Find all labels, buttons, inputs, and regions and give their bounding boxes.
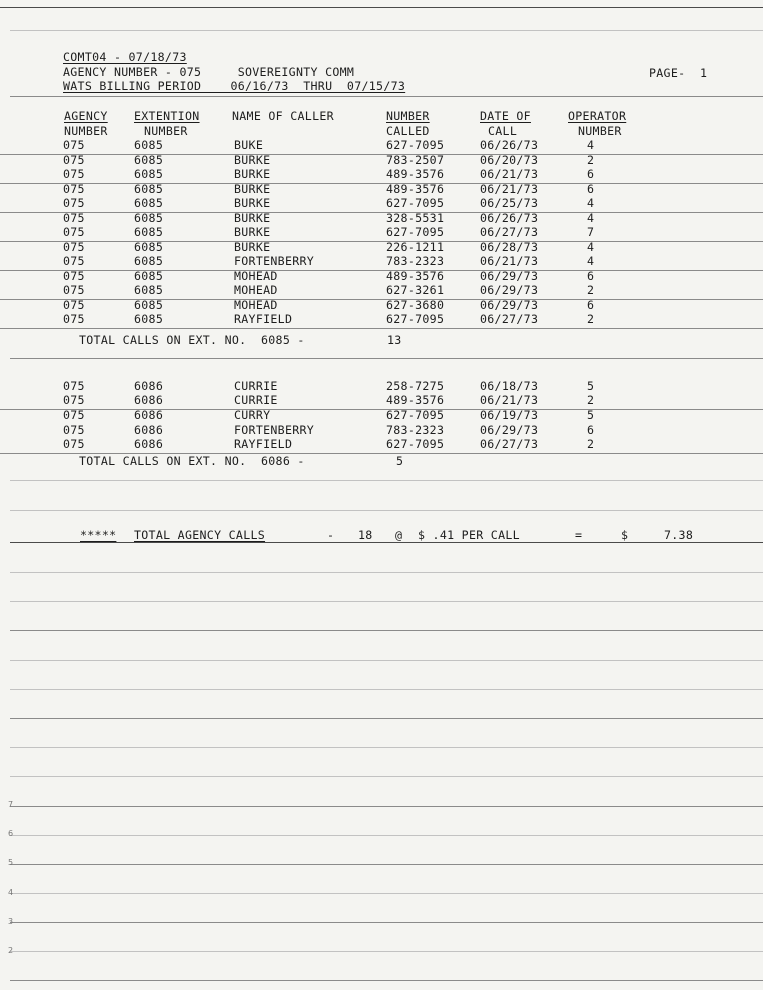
margin-mark: 4 [8, 888, 14, 897]
table-row [0, 438, 763, 454]
extension-total-count: 13 [387, 333, 402, 347]
rule [10, 980, 763, 981]
number-called-cell: 258-7275 [386, 379, 445, 393]
total-agency-calls-count: 18 [358, 528, 373, 542]
number-called-cell: 783-2323 [386, 423, 445, 437]
extension-cell: 6085 [134, 240, 164, 254]
rule [10, 689, 763, 690]
caller-cell: CURRIE [234, 393, 278, 407]
table-row [0, 168, 763, 184]
table-row [0, 255, 763, 271]
table-row [0, 394, 763, 410]
operator-cell: 4 [587, 196, 595, 210]
operator-cell: 2 [587, 153, 595, 167]
rule [10, 747, 763, 748]
margin-mark: 5 [8, 858, 14, 867]
date-cell: 06/21/73 [480, 167, 539, 181]
col-called-top: NUMBER [386, 109, 430, 123]
operator-cell: 6 [587, 167, 595, 181]
number-called-cell: 627-7095 [386, 312, 445, 326]
margin-mark: 7 [8, 800, 14, 809]
agency-cell: 075 [63, 379, 85, 393]
number-called-cell: 627-3680 [386, 298, 445, 312]
extension-cell: 6085 [134, 298, 164, 312]
rule [10, 835, 763, 836]
rule [10, 776, 763, 777]
date-cell: 06/21/73 [480, 254, 539, 268]
date-cell: 06/29/73 [480, 269, 539, 283]
operator-cell: 4 [587, 138, 595, 152]
number-called-cell: 627-7095 [386, 408, 445, 422]
per-call-rate: $ .41 PER CALL [418, 528, 520, 542]
date-cell: 06/21/73 [480, 393, 539, 407]
total-amount: 7.38 [664, 528, 694, 542]
report-id-line: COMT04 - 07/18/73 [63, 50, 187, 64]
caller-cell: MOHEAD [234, 269, 278, 283]
extension-cell: 6085 [134, 225, 164, 239]
operator-cell: 2 [587, 283, 595, 297]
date-cell: 06/21/73 [480, 182, 539, 196]
col-agency-bottom: NUMBER [64, 124, 108, 138]
agency-cell: 075 [63, 423, 85, 437]
extension-cell: 6085 [134, 153, 164, 167]
extension-cell: 6086 [134, 423, 164, 437]
extension-cell: 6086 [134, 408, 164, 422]
table-row [0, 424, 763, 439]
number-called-cell: 627-7095 [386, 138, 445, 152]
agency-cell: 075 [63, 437, 85, 451]
caller-cell: BUKE [234, 138, 264, 152]
extension-cell: 6085 [134, 269, 164, 283]
margin-mark: 6 [8, 829, 14, 838]
extension-cell: 6085 [134, 254, 164, 268]
agency-cell: 075 [63, 312, 85, 326]
table-row [0, 409, 763, 424]
col-called-bottom: CALLED [386, 124, 430, 138]
operator-cell: 2 [587, 437, 595, 451]
extension-cell: 6085 [134, 211, 164, 225]
table-row [0, 139, 763, 155]
table-row [0, 226, 763, 242]
number-called-cell: 627-7095 [386, 196, 445, 210]
agency-cell: 075 [63, 182, 85, 196]
total-agency-calls-label: TOTAL AGENCY CALLS [134, 528, 266, 542]
margin-mark: 3 [8, 917, 14, 926]
table-row [0, 241, 763, 256]
table-row [0, 270, 763, 285]
number-called-cell: 489-3576 [386, 182, 445, 196]
rule [10, 864, 763, 865]
currency-symbol: $ [621, 528, 629, 542]
caller-cell: BURKE [234, 196, 271, 210]
operator-cell: 4 [587, 211, 595, 225]
date-cell: 06/28/73 [480, 240, 539, 254]
margin-mark: 2 [8, 946, 14, 955]
caller-cell: FORTENBERRY [234, 423, 315, 437]
caller-cell: MOHEAD [234, 283, 278, 297]
agency-cell: 075 [63, 196, 85, 210]
date-cell: 06/18/73 [480, 379, 539, 393]
date-cell: 06/29/73 [480, 298, 539, 312]
operator-cell: 4 [587, 240, 595, 254]
top-rule [0, 7, 763, 8]
agency-cell: 075 [63, 240, 85, 254]
rule [10, 922, 763, 923]
operator-cell: 2 [587, 312, 595, 326]
total-dash: - [327, 528, 335, 542]
col-operator-bottom: NUMBER [578, 124, 622, 138]
rule [10, 893, 763, 894]
rule [10, 572, 763, 573]
caller-cell: CURRIE [234, 379, 278, 393]
agency-cell: 075 [63, 283, 85, 297]
extension-cell: 6085 [134, 138, 164, 152]
rule [10, 358, 763, 359]
col-operator-top: OPERATOR [568, 109, 627, 123]
table-row [0, 313, 763, 329]
extension-total-label: TOTAL CALLS ON EXT. NO. 6086 - [79, 454, 305, 468]
extension-total-count: 5 [396, 454, 404, 468]
extension-cell: 6085 [134, 283, 164, 297]
date-cell: 06/26/73 [480, 138, 539, 152]
extension-cell: 6085 [134, 182, 164, 196]
operator-cell: 2 [587, 393, 595, 407]
date-cell: 06/25/73 [480, 196, 539, 210]
caller-cell: RAYFIELD [234, 437, 293, 451]
agency-cell: 075 [63, 298, 85, 312]
rule [10, 510, 763, 511]
date-cell: 06/27/73 [480, 225, 539, 239]
col-date-bottom: CALL [488, 124, 518, 138]
operator-cell: 6 [587, 269, 595, 283]
rule [10, 542, 763, 543]
table-row [0, 154, 763, 169]
table-row [0, 183, 763, 198]
extension-cell: 6085 [134, 167, 164, 181]
agency-cell: 075 [63, 269, 85, 283]
caller-cell: BURKE [234, 211, 271, 225]
col-agency-top: AGENCY [64, 109, 108, 123]
number-called-cell: 627-7095 [386, 225, 445, 239]
date-cell: 06/29/73 [480, 283, 539, 297]
rule [10, 96, 763, 97]
number-called-cell: 489-3576 [386, 167, 445, 181]
caller-cell: BURKE [234, 240, 271, 254]
number-called-cell: 783-2323 [386, 254, 445, 268]
extension-cell: 6086 [134, 437, 164, 451]
number-called-cell: 489-3576 [386, 269, 445, 283]
rule [10, 718, 763, 719]
date-cell: 06/29/73 [480, 423, 539, 437]
rule [10, 30, 763, 31]
date-cell: 06/19/73 [480, 408, 539, 422]
date-cell: 06/26/73 [480, 211, 539, 225]
caller-cell: CURRY [234, 408, 271, 422]
rule [10, 480, 763, 481]
table-row [0, 380, 763, 395]
operator-cell: 6 [587, 423, 595, 437]
rule [10, 806, 763, 807]
extension-cell: 6086 [134, 379, 164, 393]
col-ext-bottom: NUMBER [144, 124, 188, 138]
rule [10, 660, 763, 661]
number-called-cell: 328-5531 [386, 211, 445, 225]
extension-cell: 6086 [134, 393, 164, 407]
agency-cell: 075 [63, 393, 85, 407]
caller-cell: MOHEAD [234, 298, 278, 312]
caller-cell: FORTENBERRY [234, 254, 315, 268]
operator-cell: 6 [587, 298, 595, 312]
number-called-cell: 226-1211 [386, 240, 445, 254]
col-caller: NAME OF CALLER [232, 109, 334, 123]
agency-line: AGENCY NUMBER - 075 SOVEREIGNTY COMM [63, 65, 355, 79]
table-row [0, 197, 763, 213]
operator-cell: 5 [587, 379, 595, 393]
caller-cell: BURKE [234, 167, 271, 181]
rule [10, 951, 763, 952]
rule [10, 601, 763, 602]
agency-cell: 075 [63, 225, 85, 239]
operator-cell: 7 [587, 225, 595, 239]
total-stars: ***** [80, 528, 117, 542]
number-called-cell: 627-3261 [386, 283, 445, 297]
agency-cell: 075 [63, 138, 85, 152]
page-number: PAGE- 1 [649, 66, 708, 80]
extension-cell: 6085 [134, 196, 164, 210]
operator-cell: 4 [587, 254, 595, 268]
extension-total-label: TOTAL CALLS ON EXT. NO. 6085 - [79, 333, 305, 347]
number-called-cell: 489-3576 [386, 393, 445, 407]
operator-cell: 6 [587, 182, 595, 196]
caller-cell: BURKE [234, 153, 271, 167]
number-called-cell: 783-2507 [386, 153, 445, 167]
agency-cell: 075 [63, 167, 85, 181]
agency-cell: 075 [63, 153, 85, 167]
table-row [0, 299, 763, 314]
operator-cell: 5 [587, 408, 595, 422]
at-sign: @ [395, 528, 403, 542]
caller-cell: RAYFIELD [234, 312, 293, 326]
table-row [0, 284, 763, 300]
billing-period-line: WATS BILLING PERIOD 06/16/73 THRU 07/15/73 [63, 79, 406, 93]
caller-cell: BURKE [234, 225, 271, 239]
date-cell: 06/27/73 [480, 312, 539, 326]
caller-cell: BURKE [234, 182, 271, 196]
col-date-top: DATE OF [480, 109, 531, 123]
agency-cell: 075 [63, 408, 85, 422]
number-called-cell: 627-7095 [386, 437, 445, 451]
equals-sign: = [575, 528, 583, 542]
agency-cell: 075 [63, 211, 85, 225]
rule [10, 630, 763, 631]
extension-cell: 6085 [134, 312, 164, 326]
agency-cell: 075 [63, 254, 85, 268]
date-cell: 06/27/73 [480, 437, 539, 451]
table-row [0, 212, 763, 227]
date-cell: 06/20/73 [480, 153, 539, 167]
col-ext-top: EXTENTION [134, 109, 200, 123]
